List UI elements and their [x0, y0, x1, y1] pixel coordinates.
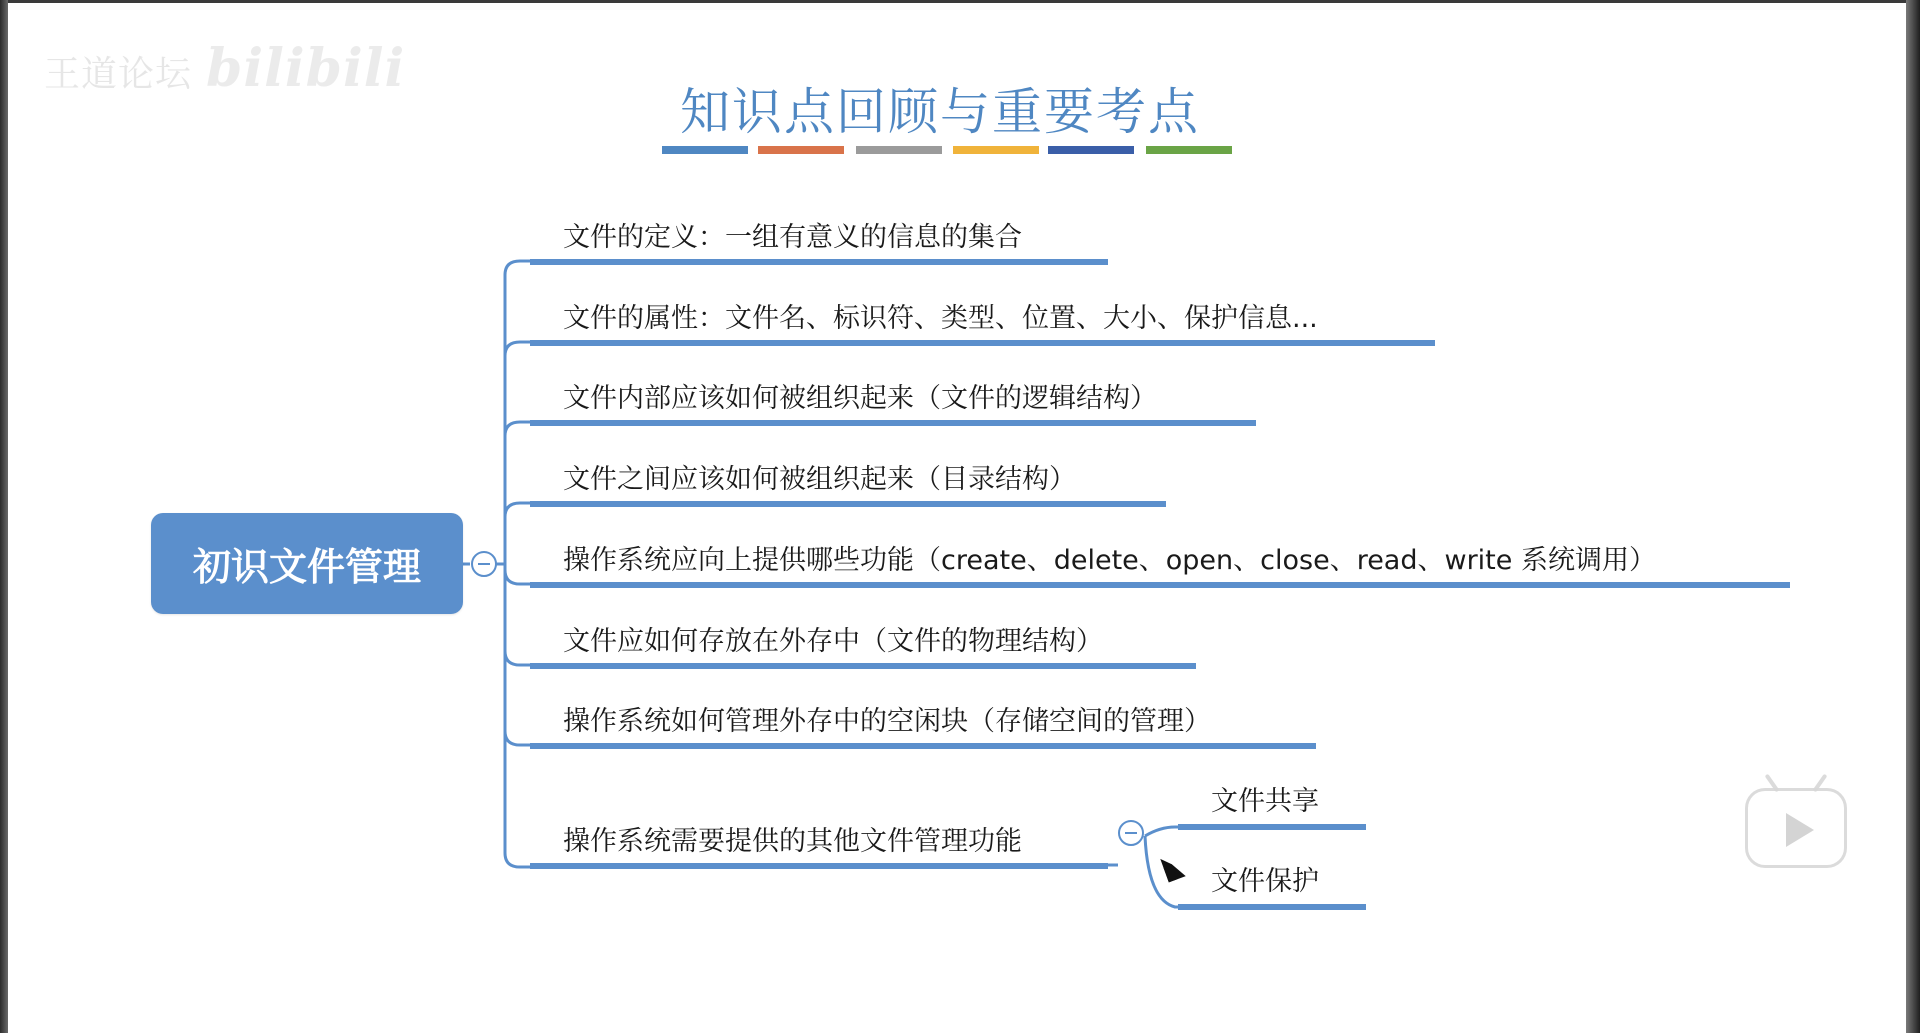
branch-underline [530, 743, 1316, 749]
branch-underline [530, 420, 1256, 426]
play-button-icon[interactable] [1745, 788, 1847, 868]
branch-stub-7 [505, 731, 532, 745]
branch-underline [530, 259, 1108, 265]
play-triangle-icon [1786, 813, 1814, 847]
watermark-site: 王道论坛 [44, 54, 193, 95]
branch-label[interactable]: 文件的定义：一组有意义的信息的集合 [563, 222, 1022, 253]
trunk-top-curve [505, 261, 532, 275]
branch-label[interactable]: 文件内部应该如何被组织起来（文件的逻辑结构） [563, 383, 1157, 414]
branch-stub-4 [505, 503, 532, 517]
root-collapse-icon[interactable] [471, 551, 497, 577]
branch-label[interactable]: 操作系统应向上提供哪些功能（create、delete、open、close、read、write 系统调用） [563, 545, 1656, 576]
root-node[interactable]: 初识文件管理 [151, 513, 463, 614]
watermark-brand-logo: bilibili [206, 38, 406, 99]
branch-label[interactable]: 操作系统如何管理外存中的空闲块（存储空间的管理） [563, 706, 1211, 737]
branch-stub-5 [505, 570, 532, 584]
sub-branch-curve-1 [1145, 827, 1180, 836]
branch-underline [530, 340, 1435, 346]
sub-branch-underline [1178, 904, 1366, 910]
branch-underline [530, 663, 1196, 669]
branch-label[interactable]: 文件之间应该如何被组织起来（目录结构） [563, 464, 1076, 495]
branch-stub-6 [505, 651, 532, 665]
sub-branch-label[interactable]: 文件共享 [1211, 786, 1319, 817]
slide-title: 知识点回顾与重要考点 [680, 83, 1200, 141]
branch-label[interactable]: 操作系统需要提供的其他文件管理功能 [563, 826, 1022, 857]
branch-underline [530, 863, 1108, 869]
branch-stub-2 [505, 342, 532, 356]
branch-stub-3 [505, 422, 532, 436]
sub-branch-underline [1178, 824, 1366, 830]
branch-label[interactable]: 文件应如何存放在外存中（文件的物理结构） [563, 626, 1103, 657]
branch-collapse-icon[interactable] [1118, 820, 1144, 846]
sub-branch-label[interactable]: 文件保护 [1211, 866, 1319, 897]
branch-label[interactable]: 文件的属性：文件名、标识符、类型、位置、大小、保护信息... [563, 303, 1318, 334]
branch-underline [530, 501, 1166, 507]
branch-underline [530, 582, 1790, 588]
trunk-bottom-curve [505, 853, 532, 867]
